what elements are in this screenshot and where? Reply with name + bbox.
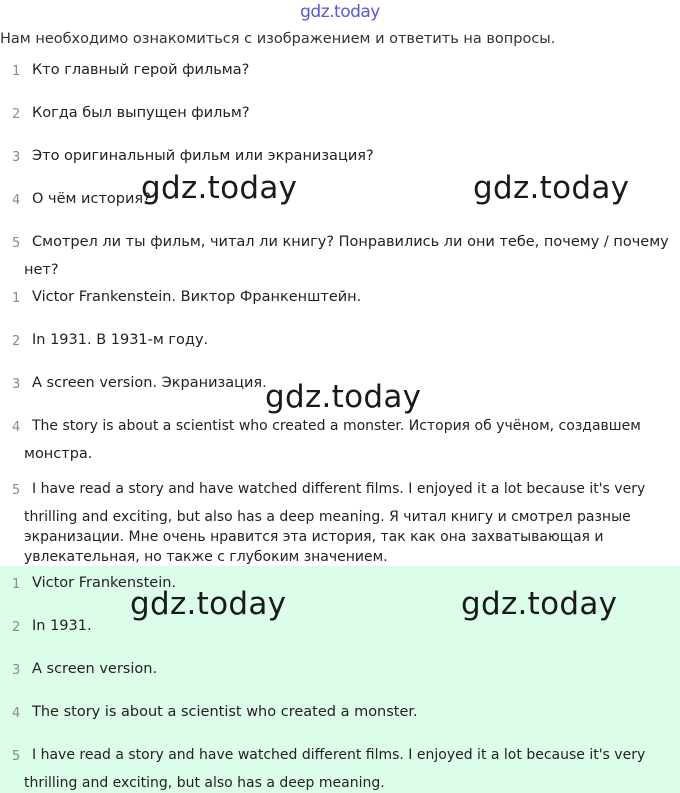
answer-text: Victor Frankenstein. Виктор Франкенштейн.	[32, 289, 362, 305]
list-number: 1	[12, 291, 21, 306]
watermark: gdz.today	[461, 586, 618, 622]
question-text: Когда был выпущен фильм?	[32, 105, 250, 121]
answer-text: A screen version.	[32, 661, 158, 677]
answer-text: In 1931.	[32, 618, 92, 634]
question-text: Смотрел ли ты фильм, читал ли книгу? Понравились ли они тебе, почему / почему	[32, 234, 669, 250]
answer-text: A screen version. Экранизация.	[32, 375, 267, 391]
intro-text: Нам необходимо ознакомиться с изображением и ответить на вопросы.	[0, 31, 556, 47]
list-number: 4	[12, 420, 21, 435]
list-number: 1	[12, 577, 21, 592]
answer-text-continued: thrilling and exciting, but also has a deep meaning. Я читал книгу и смотрел разные	[24, 509, 631, 525]
answer-text: The story is about a scientist who created a monster. История об учёном, создавшем	[32, 418, 641, 434]
list-number: 3	[12, 663, 21, 678]
answer-text-continued: экранизации. Мне очень нравится эта история, так как она захватывающая и	[24, 529, 604, 545]
list-number: 2	[12, 620, 21, 635]
answer-text-continued: монстра.	[24, 446, 93, 462]
question-text-continued: нет?	[24, 262, 59, 278]
list-number: 2	[12, 334, 21, 349]
answer-text: Victor Frankenstein.	[32, 575, 177, 591]
list-number: 4	[12, 193, 21, 208]
list-number: 5	[12, 483, 21, 498]
list-number: 1	[12, 64, 21, 79]
list-number: 5	[12, 236, 21, 251]
list-number: 2	[12, 107, 21, 122]
list-number: 3	[12, 150, 21, 165]
answer-text: I have read a story and have watched different films. I enjoyed it a lot because it's very	[32, 747, 646, 763]
answer-text-continued: thrilling and exciting, but also has a deep meaning.	[24, 775, 385, 791]
list-number: 3	[12, 377, 21, 392]
question-text: Это оригинальный фильм или экранизация?	[32, 148, 374, 164]
watermark: gdz.today	[130, 586, 287, 622]
question-text: О чём история?	[32, 191, 151, 207]
answer-text: I have read a story and have watched different films. I enjoyed it a lot because it's very	[32, 481, 646, 497]
answer-text: In 1931. В 1931-м году.	[32, 332, 209, 348]
list-number: 4	[12, 706, 21, 721]
watermark: gdz.today	[265, 379, 422, 415]
watermark: gdz.today	[141, 170, 298, 206]
list-number: 5	[12, 749, 21, 764]
watermark: gdz.today	[473, 170, 630, 206]
answer-text: The story is about a scientist who created a monster.	[32, 704, 418, 720]
answer-text-continued: увлекательная, но также с глубоким значением.	[24, 549, 388, 565]
question-text: Кто главный герой фильма?	[32, 62, 250, 78]
site-logo[interactable]: gdz.today	[300, 2, 380, 22]
